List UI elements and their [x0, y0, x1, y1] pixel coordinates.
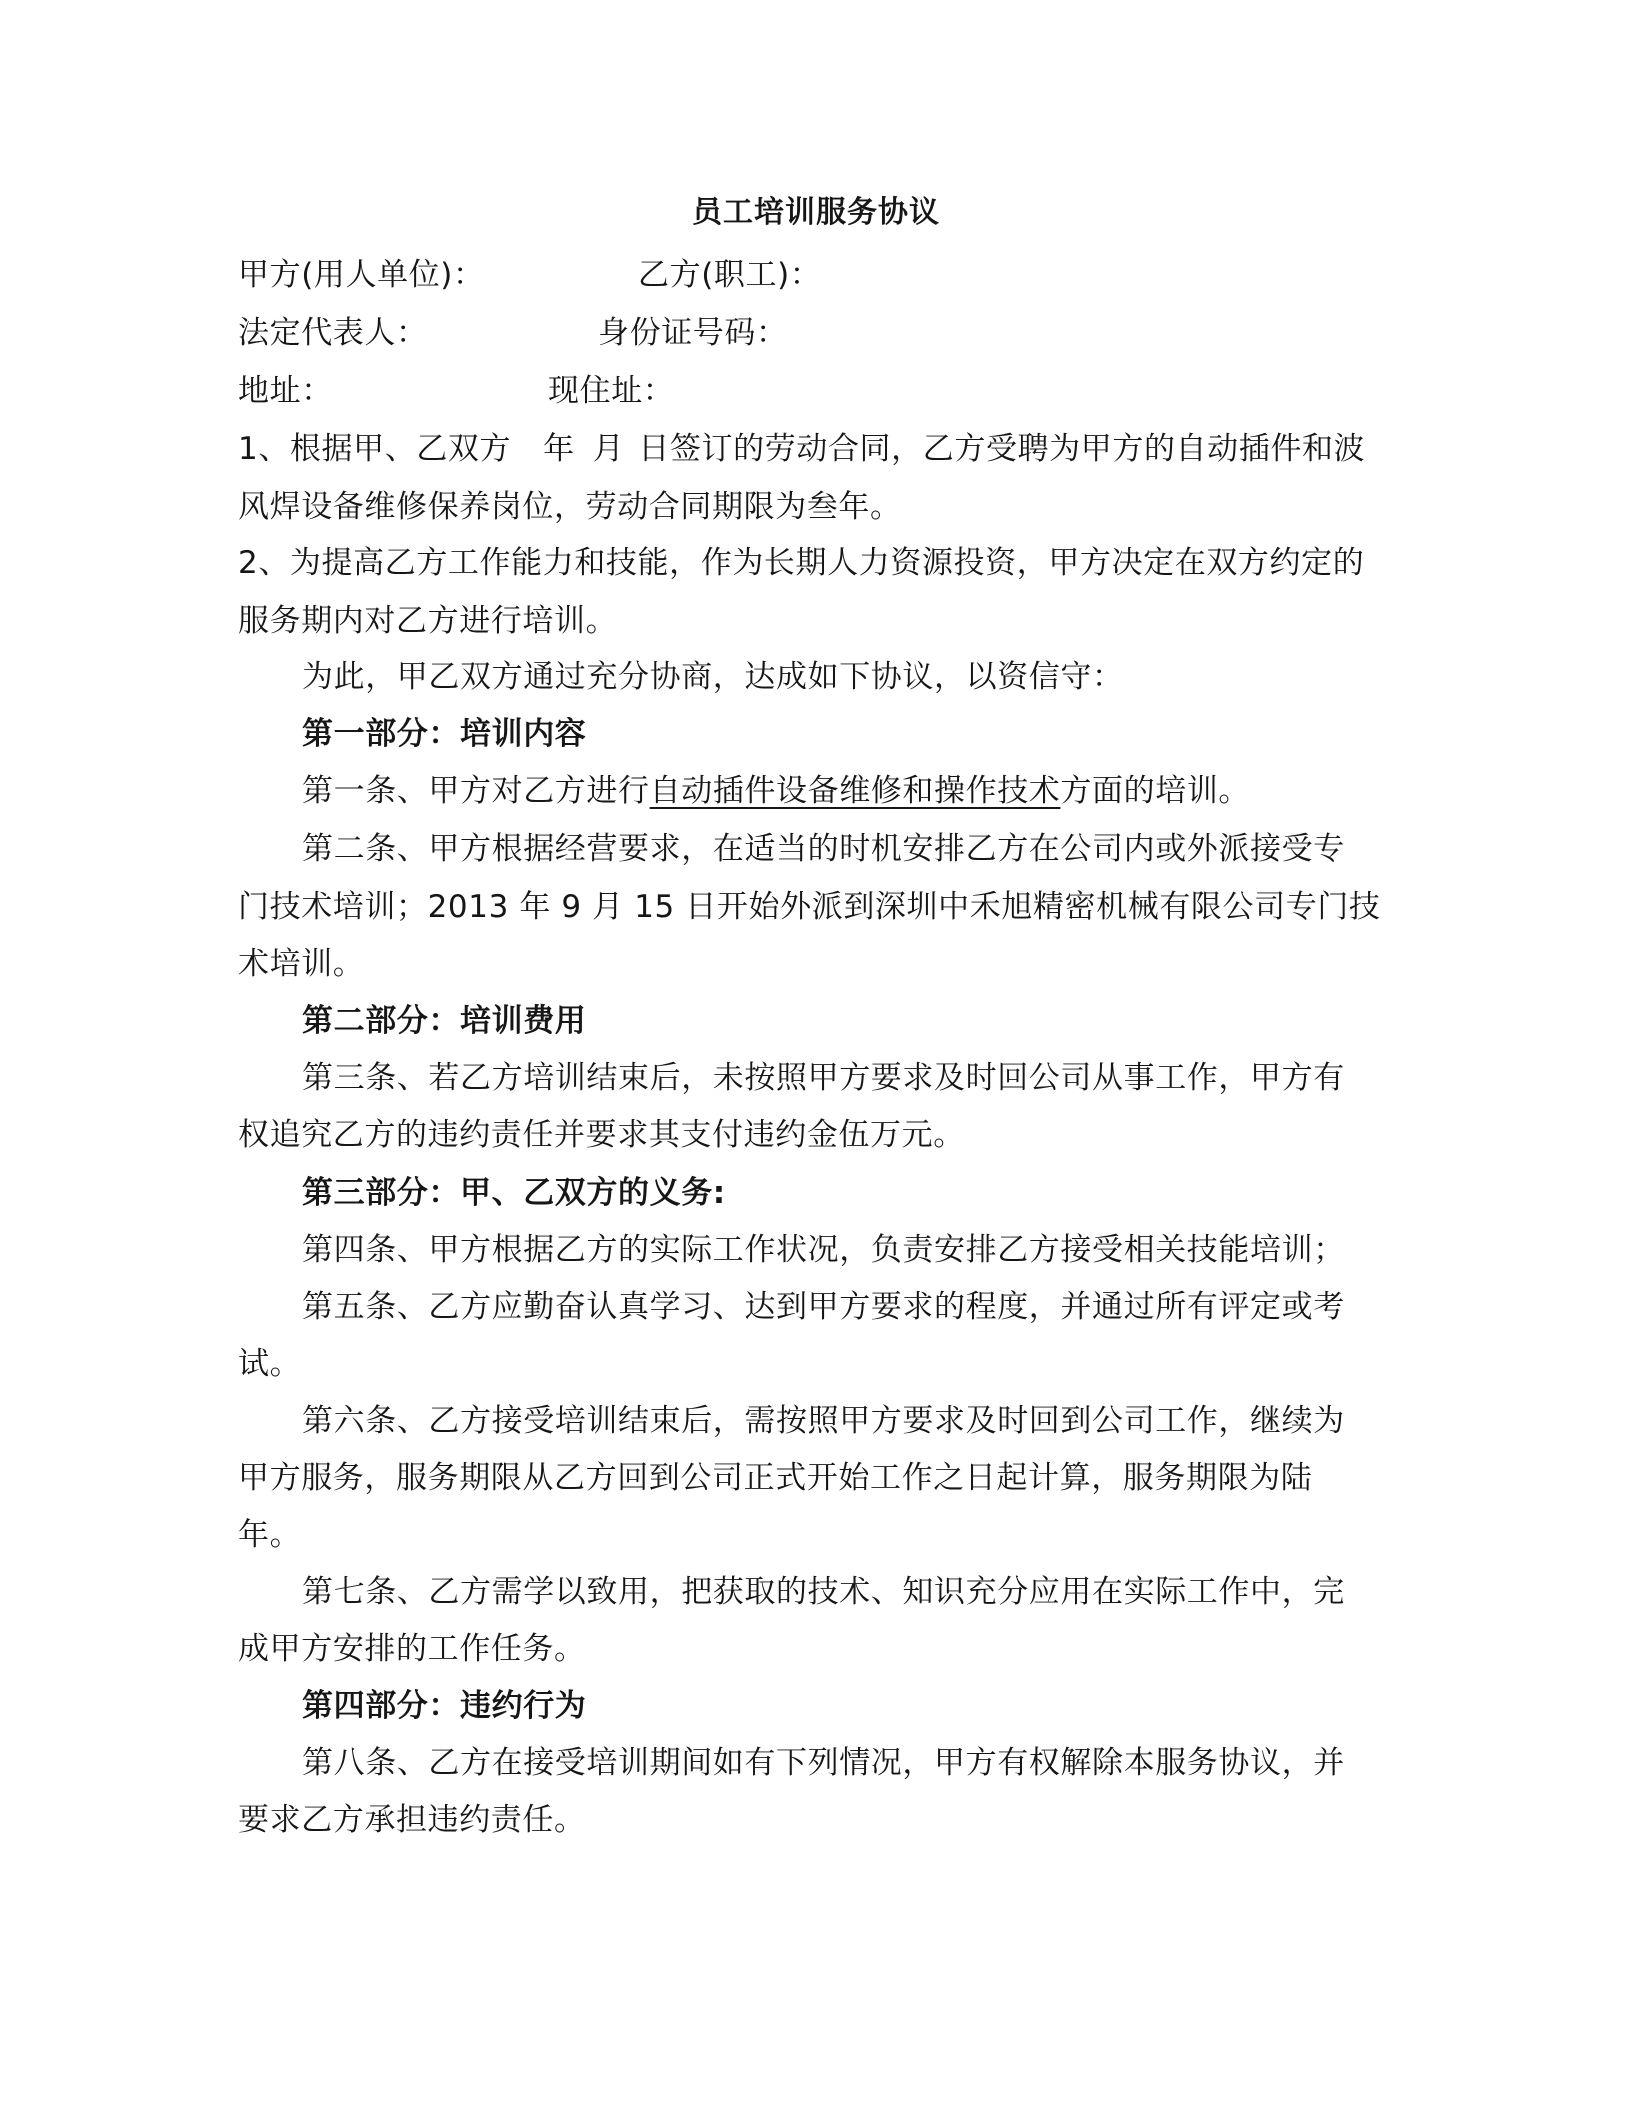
legal-rep-label: 法定代表人： [238, 315, 428, 351]
article-6-line-1: 第六条、乙方接受培训结束后，需按照甲方要求及时回到公司工作，继续为 [302, 1403, 1345, 1439]
article-1-prefix: 第一条、甲方对乙方进行 [302, 773, 650, 809]
address-label: 地址： [238, 373, 333, 409]
article-3-line-2: 权追究乙方的违约责任并要求其支付违约金伍万元。 [238, 1117, 965, 1153]
article-2-line-1: 第二条、甲方根据经营要求，在适当的时机安排乙方在公司内或外派接受专 [302, 831, 1345, 867]
article-6-line-2: 甲方服务，服务期限从乙方回到公司正式开始工作之日起计算，服务期限为陆 [238, 1460, 1313, 1496]
article-8-line-1: 第八条、乙方在接受培训期间如有下列情况，甲方有权解除本服务协议，并 [302, 1745, 1345, 1781]
clause-1-month: 月 [592, 431, 625, 467]
article-1 [302, 768, 1250, 814]
article-5-line-2: 试。 [238, 1346, 302, 1382]
article-6-line-3: 年。 [238, 1517, 302, 1553]
party-a-label: 甲方(用人单位)： [238, 257, 485, 293]
preamble: 为此，甲乙双方通过充分协商，达成如下协议，以资信守： [302, 659, 1124, 695]
document-title: 员工培训服务协议 [692, 195, 940, 230]
article-2-line-3: 术培训。 [238, 946, 365, 982]
clause-1-year: 年 [543, 431, 575, 467]
party-b-label: 乙方(职工)： [638, 257, 822, 293]
clause-1-line-1 [238, 426, 1365, 472]
part-2-heading: 第二部分：培训费用 [302, 1003, 587, 1039]
clause-2-line-2: 服务期内对乙方进行培训。 [238, 603, 618, 639]
clause-1-part-1: 1、根据甲、乙双方 [238, 431, 512, 467]
article-4: 第四条、甲方根据乙方的实际工作状况，负责安排乙方接受相关技能培训； [302, 1232, 1345, 1268]
article-2-line-2: 门技术培训；2013 年 9 月 15 日开始外派到深圳中禾旭精密机械有限公司专门技 [238, 889, 1381, 925]
clause-1-line-2: 风焊设备维修保养岗位，劳动合同期限为叁年。 [238, 489, 902, 525]
article-7-line-2: 成甲方安排的工作任务。 [238, 1631, 586, 1667]
part-4-heading: 第四部分：违约行为 [302, 1688, 587, 1724]
part-1-heading: 第一部分：培训内容 [302, 716, 587, 752]
article-3-line-1: 第三条、若乙方培训结束后，未按照甲方要求及时回公司从事工作，甲方有 [302, 1060, 1345, 1096]
id-number-label: 身份证号码： [598, 315, 788, 351]
article-1-suffix: 方面的培训。 [1060, 773, 1251, 809]
article-1-underlined: 自动插件设备维修和操作技术 [649, 773, 1061, 809]
clause-1-part-4: 日签订的劳动合同，乙方受聘为甲方的自动插件和波 [638, 431, 1366, 467]
clause-2-line-1: 2、为提高乙方工作能力和技能，作为长期人力资源投资，甲方决定在双方约定的 [238, 545, 1365, 581]
article-8-line-2: 要求乙方承担违约责任。 [238, 1802, 586, 1838]
article-5-line-1: 第五条、乙方应勤奋认真学习、达到甲方要求的程度，并通过所有评定或考 [302, 1289, 1345, 1325]
current-address-label: 现住址： [548, 373, 675, 409]
article-7-line-1: 第七条、乙方需学以致用，把获取的技术、知识充分应用在实际工作中，完 [302, 1574, 1345, 1610]
part-3-heading: 第三部分：甲、乙双方的义务: [302, 1175, 726, 1211]
